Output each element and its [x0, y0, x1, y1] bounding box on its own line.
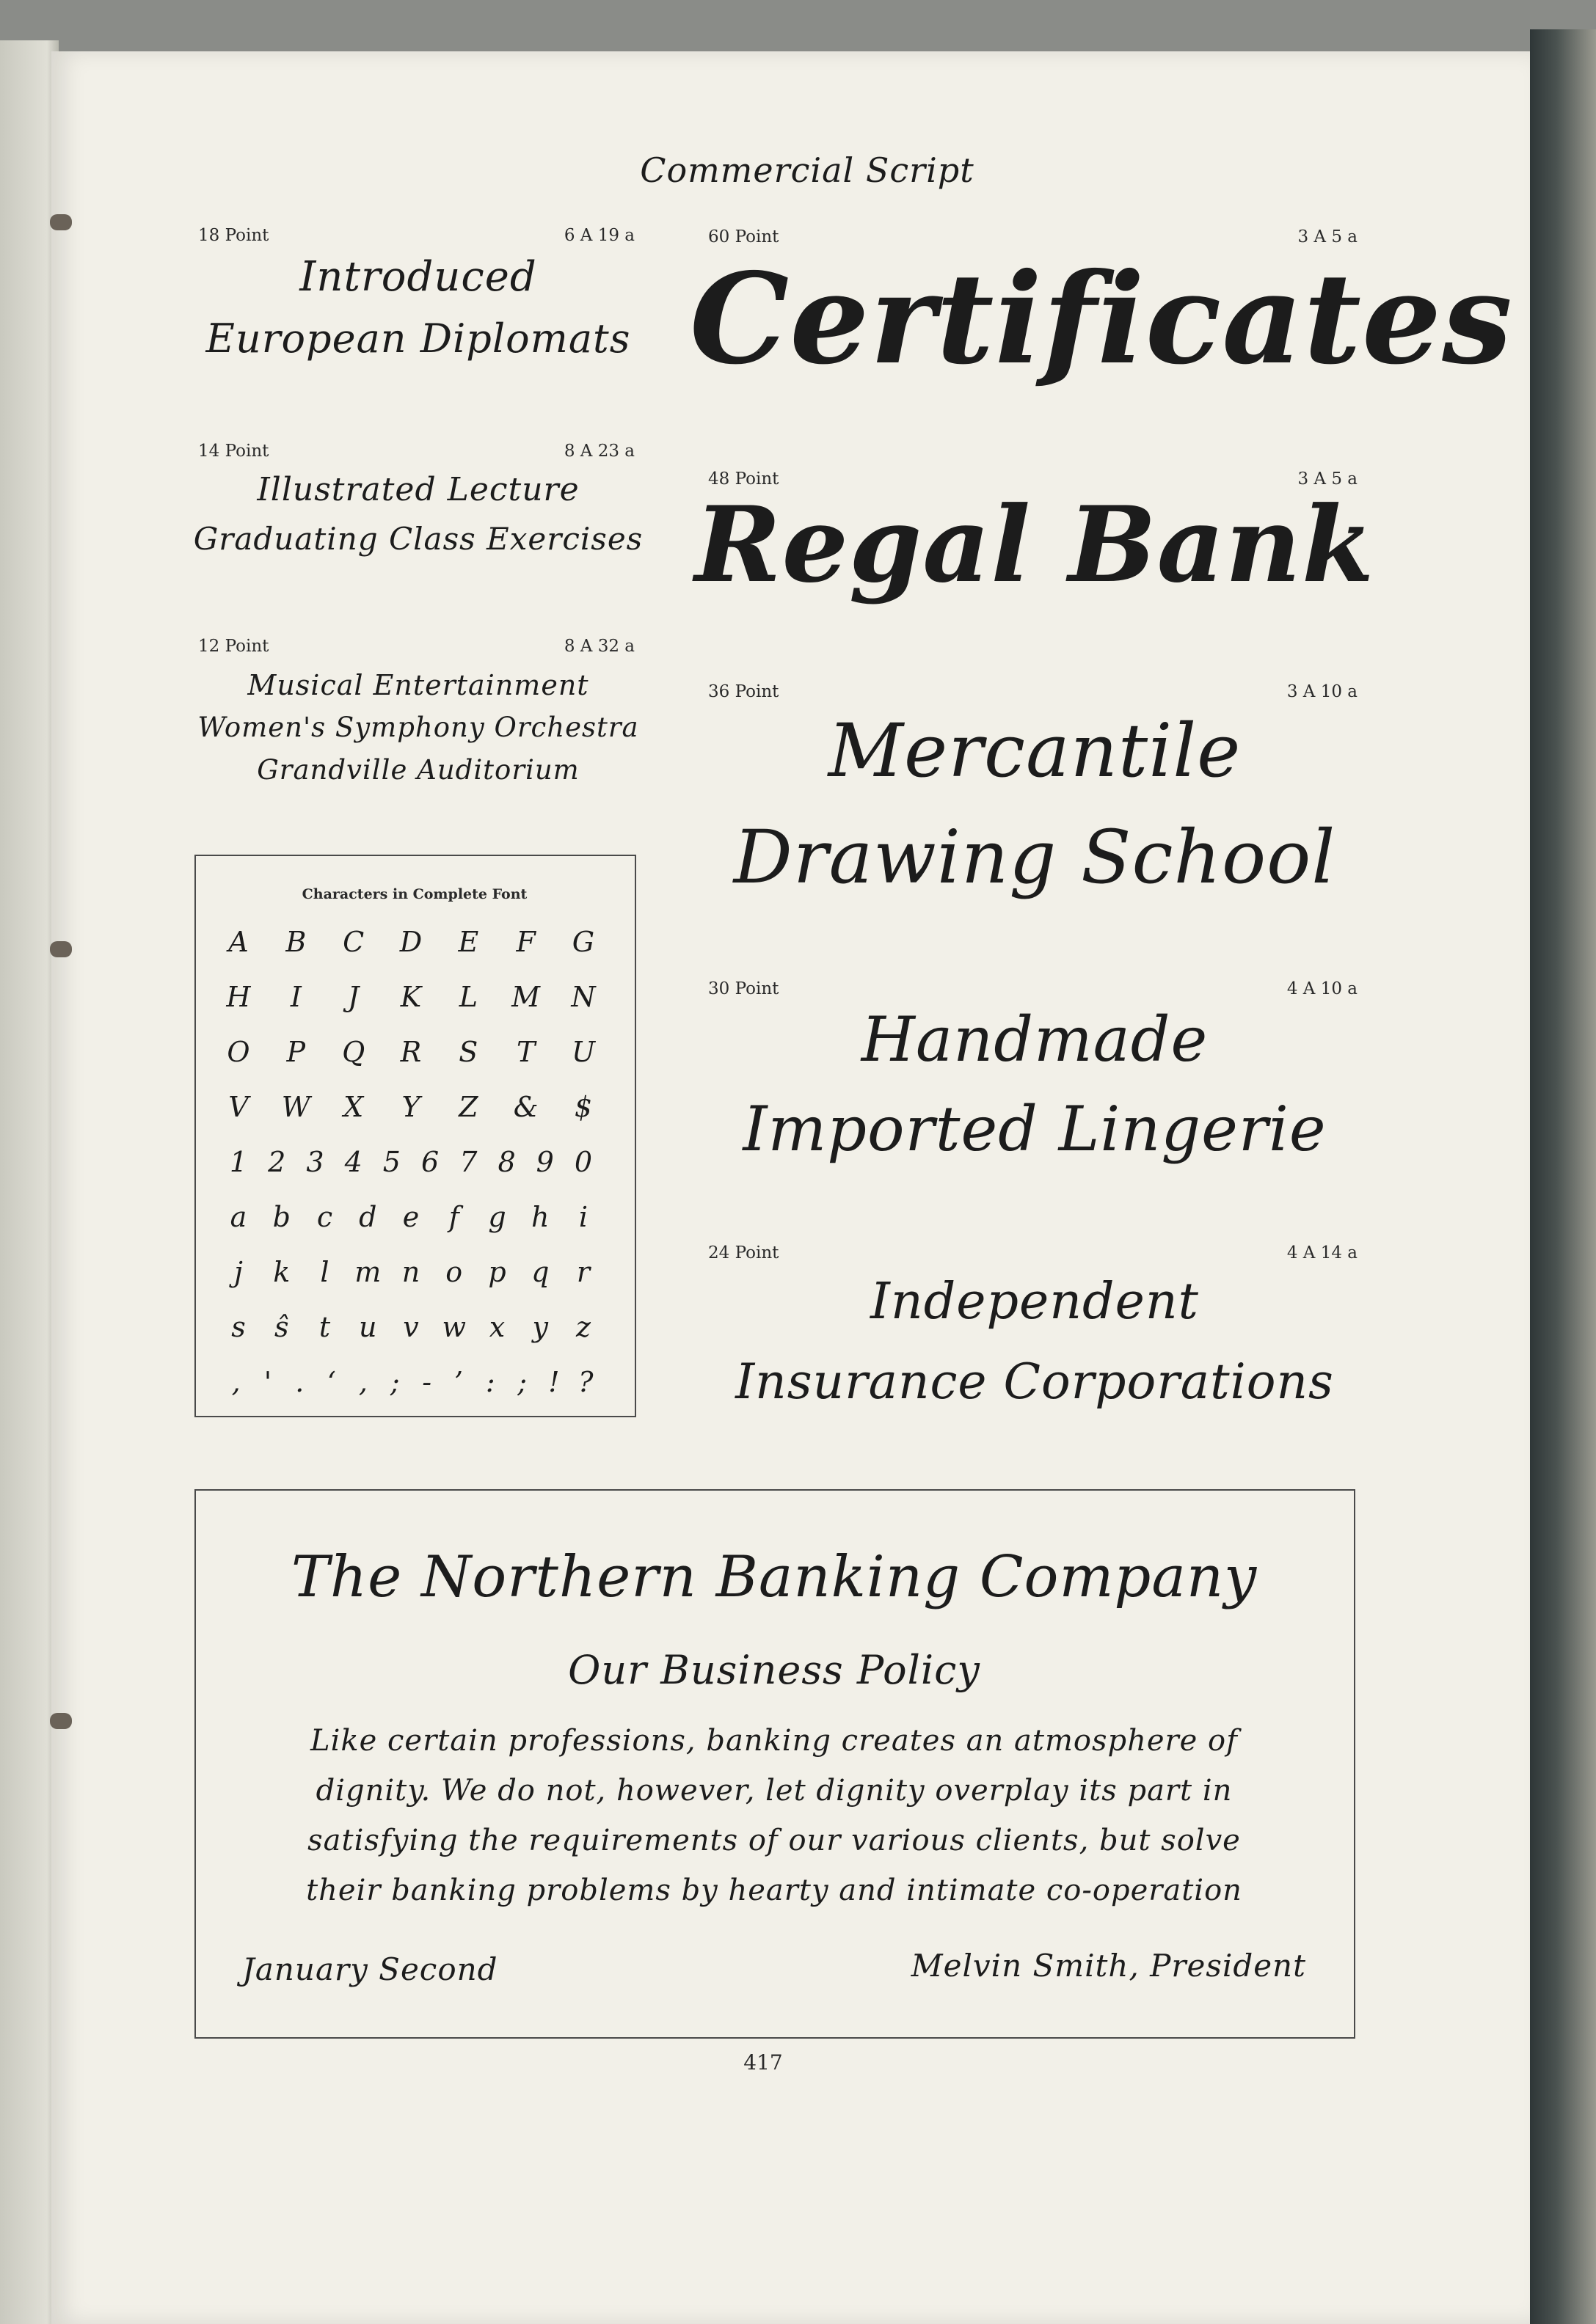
font-character: 0: [574, 1146, 593, 1178]
specimen-size-label: 36 Point: [708, 682, 779, 701]
font-character: o: [445, 1256, 463, 1288]
character-row: [220, 926, 602, 958]
font-character: O: [227, 1036, 250, 1068]
specimen-line: Certificates: [690, 246, 1513, 392]
font-character: C: [343, 926, 365, 958]
sample-body-line: Like certain professions, banking creates an atmosphere of: [310, 1724, 1238, 1758]
font-character: c: [316, 1201, 333, 1233]
specimen-line: Graduating Class Exercises: [193, 521, 644, 557]
font-character: e: [402, 1201, 420, 1233]
specimen-size-label: 14 Point: [198, 442, 269, 461]
font-character: Q: [342, 1036, 365, 1068]
font-character: Y: [401, 1091, 420, 1123]
font-character: K: [400, 981, 422, 1013]
specimen-size-label: 24 Point: [708, 1243, 779, 1263]
binding-ring: [50, 1713, 72, 1729]
font-character: H: [226, 981, 251, 1013]
font-character: w: [442, 1311, 467, 1343]
book-cover-edge: [1530, 29, 1596, 2324]
font-character: 3: [306, 1146, 324, 1178]
specimen-count-label: 4 A 10 a: [1286, 979, 1358, 998]
sample-date: January Second: [242, 1951, 498, 1987]
specimen-size-label: 12 Point: [198, 637, 269, 656]
font-character: x: [489, 1311, 506, 1343]
specimen-line: Introduced: [299, 253, 537, 301]
font-character: F: [516, 926, 536, 958]
font-character: V: [228, 1091, 249, 1123]
font-character: .: [295, 1366, 305, 1398]
font-character: ,: [358, 1366, 368, 1398]
specimen-line: Handmade: [861, 1004, 1209, 1075]
font-character: j: [234, 1256, 243, 1288]
page-number: 417: [743, 2050, 783, 2075]
character-row: [220, 1146, 602, 1178]
font-character: ?: [578, 1366, 594, 1398]
font-character: N: [571, 981, 596, 1013]
font-character: :: [485, 1366, 495, 1398]
font-character: 4: [344, 1146, 362, 1178]
font-character: ŝ: [274, 1311, 289, 1343]
specimen-line: Women's Symphony Orchestra: [197, 712, 639, 743]
font-character: &: [513, 1091, 539, 1123]
font-character: f: [448, 1201, 459, 1233]
facing-page-edge: [0, 40, 59, 2324]
page-title: Commercial Script: [640, 150, 974, 190]
sample-body-line: their banking problems by hearty and intimate co-operation: [306, 1874, 1242, 1907]
sample-body-line: dignity. We do not, however, let dignity overplay its part in: [316, 1774, 1233, 1808]
font-character: 8: [498, 1146, 516, 1178]
font-character: M: [511, 981, 541, 1013]
font-character: X: [343, 1091, 364, 1123]
font-character: h: [531, 1201, 550, 1233]
font-character: q: [531, 1256, 550, 1288]
font-character: m: [354, 1256, 382, 1288]
specimen-count-label: 8 A 23 a: [564, 442, 635, 461]
font-character: T: [516, 1036, 536, 1068]
specimen-count-label: 6 A 19 a: [564, 226, 635, 245]
character-row: [220, 1256, 602, 1288]
specimen-count-label: 4 A 14 a: [1286, 1243, 1358, 1263]
font-character: G: [572, 926, 595, 958]
specimen-line: Insurance Corporations: [735, 1353, 1334, 1410]
font-character: $: [574, 1091, 593, 1123]
specimen-line: European Diplomats: [205, 315, 631, 362]
specimen-line: Imported Lingerie: [743, 1093, 1327, 1165]
binding-ring: [50, 214, 72, 230]
font-character: 2: [268, 1146, 286, 1178]
font-character: J: [348, 981, 360, 1013]
specimen-line: Drawing School: [733, 814, 1336, 900]
font-character: l: [320, 1256, 329, 1288]
font-character: ;: [390, 1366, 400, 1398]
specimen-line: Mercantile: [828, 708, 1242, 794]
font-character: g: [488, 1201, 506, 1233]
specimen-size-label: 48 Point: [708, 469, 779, 489]
font-character: ;: [517, 1366, 528, 1398]
font-character: A: [228, 926, 249, 958]
font-character: y: [532, 1311, 548, 1343]
specimen-size-label: 60 Point: [708, 227, 779, 246]
specimen-line: Independent: [870, 1273, 1199, 1331]
font-character: 6: [421, 1146, 440, 1178]
font-character: E: [458, 926, 479, 958]
font-character: 5: [382, 1146, 401, 1178]
font-character: ,: [231, 1366, 241, 1398]
specimen-line: Regal Bank: [694, 484, 1375, 606]
specimen-size-label: 30 Point: [708, 979, 779, 998]
specimen-line: Grandville Auditorium: [257, 754, 580, 786]
font-character: U: [571, 1036, 595, 1068]
font-character: i: [578, 1201, 589, 1233]
character-box-title: Characters in Complete Font: [302, 886, 528, 902]
character-row: [220, 981, 602, 1013]
font-character: ': [263, 1366, 272, 1398]
font-character: n: [401, 1256, 420, 1288]
font-character: b: [272, 1201, 291, 1233]
font-character: ’: [453, 1366, 463, 1398]
font-character: R: [400, 1036, 422, 1068]
font-character: !: [548, 1366, 560, 1398]
font-character: B: [285, 926, 307, 958]
specimen-count-label: 3 A 5 a: [1297, 469, 1358, 489]
font-character: t: [318, 1311, 331, 1343]
specimen-count-label: 3 A 5 a: [1297, 227, 1358, 246]
font-character: z: [575, 1311, 591, 1343]
font-character: v: [403, 1311, 419, 1343]
font-character: Z: [459, 1091, 478, 1123]
sample-signature: Melvin Smith, President: [911, 1948, 1306, 1984]
specimen-count-label: 3 A 10 a: [1286, 682, 1358, 701]
font-character: r: [576, 1256, 591, 1288]
font-character: d: [359, 1201, 377, 1233]
sample-body-line: satisfying the requirements of our various clients, but solve: [307, 1824, 1241, 1857]
character-row: [220, 1036, 602, 1068]
specimen-line: Illustrated Lecture: [257, 471, 580, 508]
binding-ring: [50, 941, 72, 957]
font-character: s: [231, 1311, 246, 1343]
font-character: p: [488, 1256, 506, 1288]
sample-subheading: Our Business Policy: [568, 1647, 980, 1693]
font-character: u: [359, 1311, 377, 1343]
font-character: W: [281, 1091, 310, 1123]
character-row: [220, 1091, 602, 1123]
font-character: 9: [536, 1146, 554, 1178]
font-character: a: [230, 1201, 247, 1233]
font-character: ‘: [327, 1366, 336, 1398]
character-row: [220, 1366, 602, 1398]
character-row: [220, 1201, 602, 1233]
character-row: [220, 1311, 602, 1343]
font-character: 7: [459, 1146, 478, 1178]
specimen-count-label: 8 A 32 a: [564, 637, 635, 656]
sample-heading: The Northern Banking Company: [291, 1544, 1258, 1610]
font-character: -: [422, 1366, 432, 1398]
specimen-line: Musical Entertainment: [247, 669, 589, 701]
font-character: P: [286, 1036, 306, 1068]
font-character: S: [459, 1036, 478, 1068]
specimen-size-label: 18 Point: [198, 226, 269, 245]
font-character: I: [290, 981, 302, 1013]
font-character: L: [459, 981, 478, 1013]
font-character: D: [399, 926, 423, 958]
font-character: k: [273, 1256, 291, 1288]
font-character: 1: [229, 1146, 248, 1178]
